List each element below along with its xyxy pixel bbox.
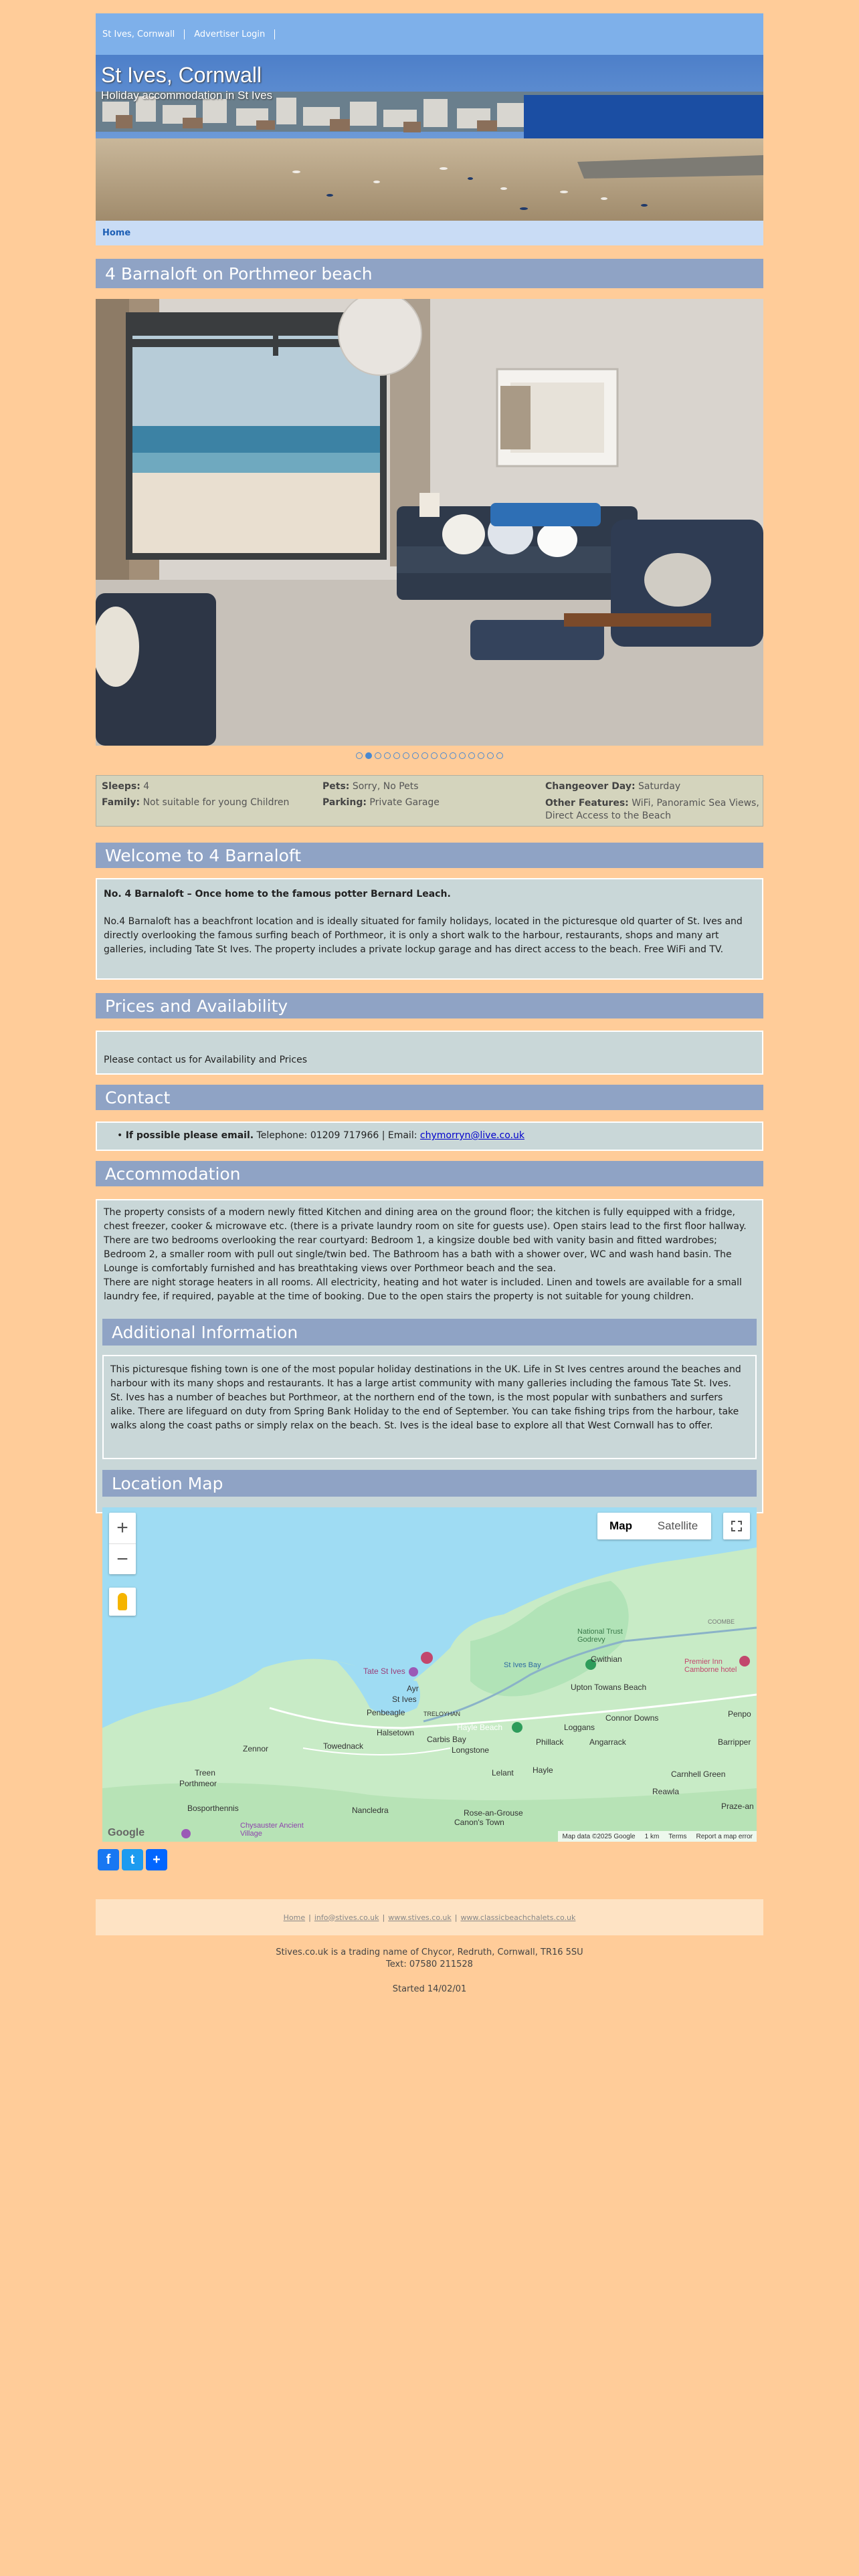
zoom-out-button[interactable]: − [109,1543,136,1575]
footer-text-number: Text: 07580 211528 [386,1959,473,1969]
lounge-photo [96,299,763,746]
share-icon: + [153,1852,161,1867]
site-banner [96,55,763,221]
gallery-dot[interactable] [459,752,466,759]
map-attribution-bar [558,1831,757,1842]
additional-section [102,1355,757,1459]
zoom-control [109,1513,136,1574]
map-type-satellite-button[interactable]: Satellite [657,1519,698,1532]
gallery-dot[interactable] [384,752,391,759]
map-terms-link[interactable]: Terms [668,1832,687,1840]
gallery-dot[interactable] [412,752,419,759]
gallery-dot[interactable] [375,752,381,759]
fullscreen-button[interactable] [723,1513,750,1539]
welcome-intro: No. 4 Barnaloft – Once home to the famous potter Bernard Leach. [104,889,451,899]
prices-heading: Prices and Availability [96,993,763,1018]
accommodation-extras: There are night storage heaters in all rooms. All electricity, heating and hot water is included. Linen and towels are available for a small laundry fee, if required, payable at the time of booking. Due to the open stairs the property is not suitable for young children. [104,1277,742,1302]
additional-heading: Additional Information [102,1319,757,1346]
breadcrumb-home-link[interactable]: Home [102,228,131,238]
contact-heading: Contact [96,1085,763,1110]
prices-section [96,1031,763,1075]
feature-changeover: Changeover Day: Saturday [545,781,681,792]
fullscreen-icon [731,1521,742,1531]
top-nav [96,13,763,55]
gallery-dot[interactable] [496,752,503,759]
additional-p1: This picturesque fishing town is one of the most popular holiday destinations in the UK. Life in St Ives centres around the beaches and harbour with its many shops and restaurants. It has a large artist community with many galleries including the famous Tate St. Ives. [110,1364,741,1389]
gallery-dot[interactable] [468,752,475,759]
feature-family: Family: Not suitable for young Children [102,797,290,808]
welcome-heading: Welcome to 4 Barnaloft [96,843,763,868]
location-map-heading: Location Map [102,1470,757,1497]
gallery-pager [96,752,763,763]
share-button[interactable] [146,1849,167,1870]
street-view-button[interactable] [109,1588,136,1616]
features-panel [96,775,763,827]
google-logo: Google [108,1827,145,1838]
feature-parking: Parking: Private Garage [322,797,440,808]
location-map[interactable]: Tate St Ives St Ives Ayr Penbeagle Halsetown Carbis Bay Lelant Hayle Phillack Loggans Angarrack Connor Downs Upton Towans Beach Gwithian National Trust Godrevy Premier Inn Camborne hotel Zennor Towednack Treen Porthmeor Bosporthennis Nancledra Rose-an-Grouse Canon's Town Chysauster Ancient Village Carnhell Green Reawla Praze-an Barripper Penpo Longstone TRELOYHAN Hayle Beach St Ives Bay COOMBE + − Map Satellite Google Map data ©2025 Google 1 km Terms Report a map error [102,1507,757,1842]
facebook-share-button[interactable] [98,1849,119,1870]
welcome-section [96,878,763,980]
feature-sleeps: Sleeps: 4 [102,781,150,792]
gallery-dot[interactable] [421,752,428,759]
breadcrumb [96,221,763,245]
welcome-body: No.4 Barnaloft has a beachfront location and is ideally situated for family holidays, located in the picturesque old quarter of St. Ives and directly overlooking the famous surfing beach of Porthmeor, it is only a short walk to the harbour, restaurants, shops and many art galleries, including Tate St Ives. The property includes a private lockup garage and has direct access to the beach. Free WiFi and TV. [104,916,743,955]
nav-link-advertiser-login[interactable]: Advertiser Login [194,29,275,39]
facebook-icon: f [106,1852,111,1867]
footer-trading-name: Stives.co.uk is a trading name of Chycor, Redruth, Cornwall, TR16 5SU [276,1947,583,1957]
contact-section [96,1121,763,1151]
banner-title: St Ives, Cornwall [101,63,262,87]
nav-link-st-ives[interactable]: St Ives, Cornwall [102,29,185,39]
map-type-map-button[interactable]: Map [609,1519,632,1532]
banner-subtitle: Holiday accommodation in St Ives [101,89,273,102]
map-report-link[interactable]: Report a map error [696,1832,753,1840]
footer-chalets-link[interactable]: www.classicbeachchalets.co.uk [460,1913,576,1922]
map-scale[interactable]: 1 km [644,1832,660,1840]
gallery-dot[interactable] [440,752,447,759]
accommodation-description: The property consists of a modern newly fitted Kitchen and dining area on the ground floor; the kitchen is fully equipped with a fridge, chest freezer, cooker & microwave etc. (there is a private laundry room on site for guests use). Open stairs lead to the first floor hallway. There are two bedrooms overlooking the rear courtyard: Bedroom 1, a kingsize double bed with vanity basin and fitted wardrobes; Bedroom 2, a smaller room with pull out single/twin bed. The Bathroom has a bath with a shower over, WC and wash hand basin. The Lounge is comfortably furnished and has breathtaking views over Porthmeor beach and the sea. [104,1207,747,1274]
gallery-dot[interactable] [487,752,494,759]
gallery-dot[interactable] [393,752,400,759]
footer-home-link[interactable]: Home [283,1913,306,1922]
map-attribution: Map data ©2025 Google [562,1832,636,1840]
additional-p2: St. Ives has a number of beaches but Porthmeor, at the northern end of the town, is the most popular with sunbathers and surfers alike. There are lifeguard on duty from Spring Bank Holiday to the end of September. You can take fishing trips from the harbour, take walks along the coast paths or simply relax on the beach. St. Ives is the ideal base to explore all that West Cornwall has to offer. [110,1392,739,1431]
footer-started: Started 14/02/01 [392,1984,467,1994]
twitter-icon: t [130,1852,135,1867]
accommodation-heading: Accommodation [96,1161,763,1186]
gallery-dot[interactable] [478,752,484,759]
social-share-bar [98,1849,167,1870]
map-type-control [597,1513,711,1539]
gallery-dot[interactable] [403,752,409,759]
gallery-dot[interactable] [431,752,438,759]
prices-body: Please contact us for Availability and Prices [104,1055,308,1065]
footer-email-link[interactable]: info@stives.co.uk [314,1913,379,1922]
gallery-dot[interactable] [450,752,456,759]
footer-stives-link[interactable]: www.stives.co.uk [388,1913,452,1922]
pegman-icon [118,1593,127,1610]
feature-other: Other Features: WiFi, Panoramic Sea Views, Direct Access to the Beach [545,798,759,821]
feature-pets: Pets: Sorry, No Pets [322,781,419,792]
footer-links: Home | info@stives.co.uk | www.stives.co.uk | www.classicbeachchalets.co.uk [96,1899,763,1935]
gallery-dot[interactable] [365,752,372,759]
property-photo[interactable] [96,299,763,746]
twitter-share-button[interactable] [122,1849,143,1870]
contact-line: • If possible please email. Telephone: 01209 717966 | Email: chymorryn@live.co.uk [117,1130,524,1141]
contact-email-link[interactable]: chymorryn@live.co.uk [419,1130,524,1141]
gallery-dot[interactable] [356,752,363,759]
zoom-in-button[interactable]: + [116,1517,128,1539]
page-title: 4 Barnaloft on Porthmeor beach [96,259,763,288]
